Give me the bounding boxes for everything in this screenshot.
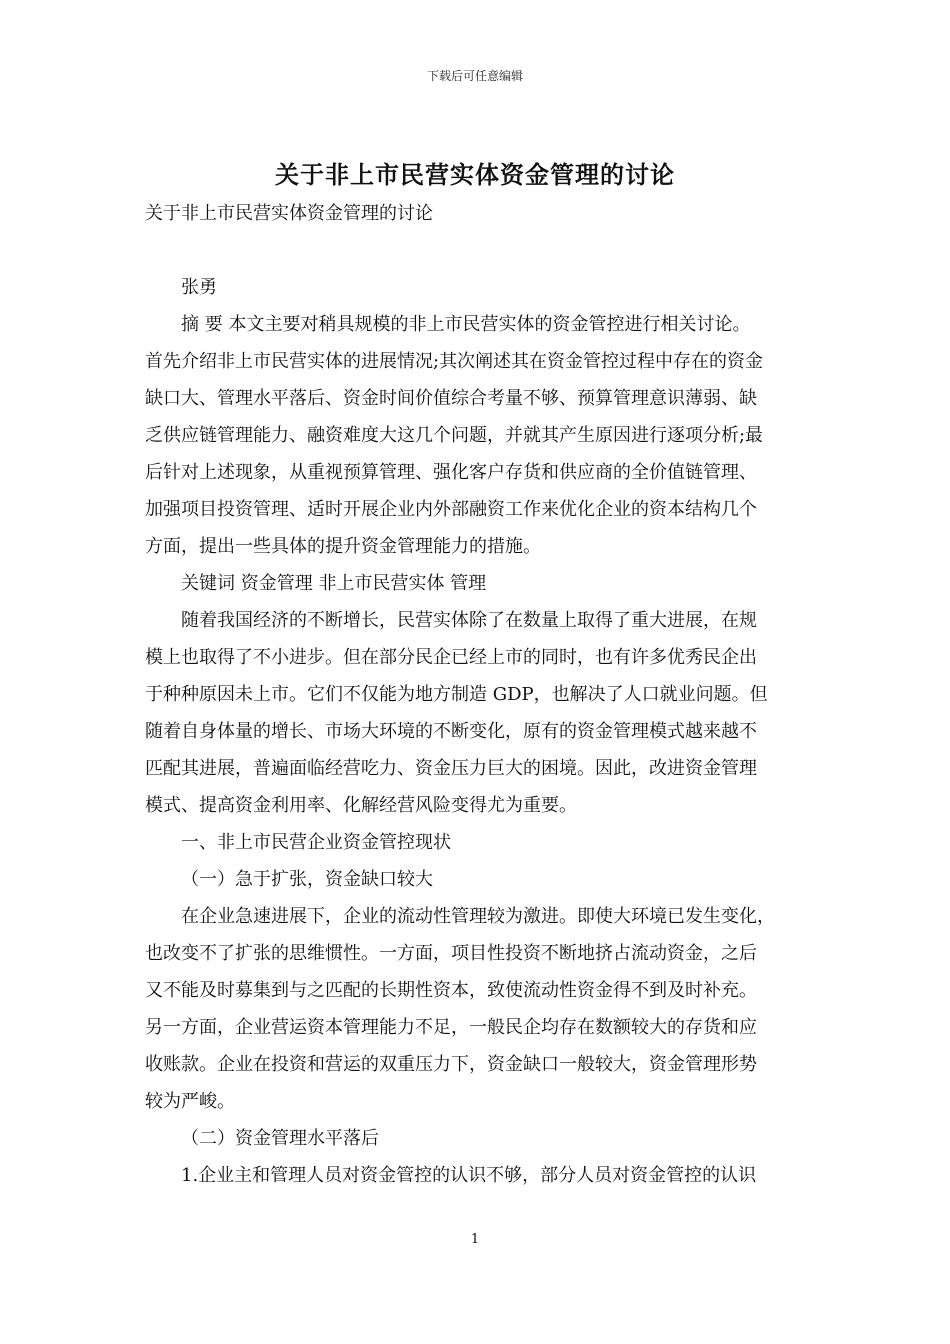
section-heading: 一、非上市民营企业资金管控现状 — [181, 832, 451, 853]
body-line: 于种种原因未上市。它们不仅能为地方制造 GDP，也解决了人口就业问题。但 — [145, 684, 768, 705]
body-line: 模式、提高资金利用率、化解经营风险变得尤为重要。 — [145, 795, 577, 816]
document-title: 关于非上市民营实体资金管理的讨论 — [275, 160, 675, 189]
page-number: 1 — [470, 1232, 480, 1247]
body-line: 另一方面，企业营运资本管理能力不足，一般民企均存在数额较大的存货和应 — [145, 1017, 757, 1038]
subsection-heading: （一）急于扩张，资金缺口较大 — [181, 869, 433, 890]
abstract-line: 首先介绍非上市民营实体的进展情况;其次阐述其在资金管控过程中存在的资金 — [145, 351, 764, 372]
abstract-line: 缺口大、管理水平落后、资金时间价值综合考量不够、预算管理意识薄弱、缺 — [145, 388, 757, 409]
author-name: 张勇 — [181, 277, 217, 298]
subsection-heading: （二）资金管理水平落后 — [181, 1128, 379, 1149]
body-line: 又不能及时募集到与之匹配的长期性资本，致使流动性资金得不到及时补充。 — [145, 980, 757, 1001]
subtitle-line: 关于非上市民营实体资金管理的讨论 — [145, 203, 433, 224]
page-header-note: 下载后可任意编辑 — [426, 69, 523, 83]
body-line: 匹配其进展，普遍面临经营吃力、资金压力巨大的困境。因此，改进资金管理 — [145, 758, 757, 779]
abstract-line: 加强项目投资管理、适时开展企业内外部融资工作来优化企业的资本结构几个 — [145, 499, 757, 520]
abstract-line: 乏供应链管理能力、融资难度大这几个问题，并就其产生原因进行逐项分析;最 — [145, 425, 764, 446]
body-line: 收账款。企业在投资和营运的双重压力下，资金缺口一般较大，资金管理形势 — [145, 1054, 757, 1075]
body-line: 也改变不了扩张的思维惯性。一方面，项目性投资不断地挤占流动资金，之后 — [145, 943, 757, 964]
abstract-line: 后针对上述现象，从重视预算管理、强化客户存货和供应商的全价值链管理、 — [145, 462, 757, 483]
body-line: 随着自身体量的增长、市场大环境的不断变化，原有的资金管理模式越来越不 — [145, 721, 757, 742]
keywords-line: 关键词 资金管理 非上市民营实体 管理 — [181, 573, 487, 594]
abstract-line: 方面，提出一些具体的提升资金管理能力的措施。 — [145, 536, 541, 557]
body-line: 模上也取得了不小进步。但在部分民企已经上市的同时，也有许多优秀民企出 — [145, 647, 757, 668]
abstract-line: 摘 要 本文主要对稍具规模的非上市民营实体的资金管控进行相关讨论。 — [181, 314, 751, 335]
body-line: 较为严峻。 — [145, 1091, 235, 1112]
body-line: 1.企业主和管理人员对资金管控的认识不够，部分人员对资金管控的认识 — [181, 1165, 757, 1186]
body-line: 随着我国经济的不断增长，民营实体除了在数量上取得了重大进展，在规 — [181, 610, 757, 631]
body-line: 在企业急速进展下，企业的流动性管理较为激进。即使大环境已发生变化， — [181, 906, 775, 927]
